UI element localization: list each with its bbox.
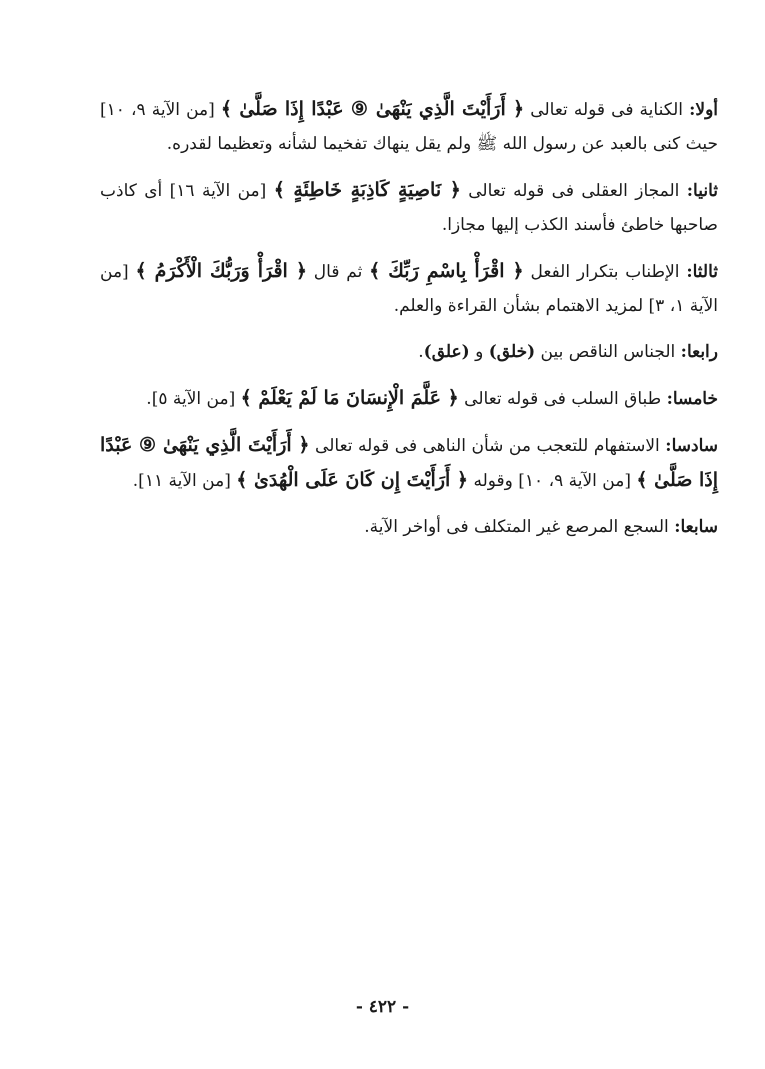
paragraph-label: أولا: [689, 100, 718, 120]
quran-verse: ﴿ أَرَأَيْتَ الَّذِي يَنْهَىٰ ⑨ عَبْدًا إِذَا صَلَّىٰ ﴾ [220, 98, 525, 120]
paragraph-text: الكناية فى قوله تعالى [524, 100, 690, 120]
paragraph-text: و [469, 342, 489, 362]
page-body [100, 92, 718, 556]
word-khalaq: (خلق) [488, 342, 536, 362]
quran-verse: ﴿ أَرَأَيْتَ الَّذِي يَنْهَىٰ ⑨ عَبْدًا إِذَا صَلَّىٰ ﴾ [100, 434, 718, 491]
paragraph-sixth [100, 428, 718, 498]
quran-verse: ﴿ اقْرَأْ وَرَبُّكَ الْأَكْرَمُ ﴾ [135, 260, 307, 282]
paragraph-text: [من الآية ١٦] أى كاذب صاحبها خاطئ فأسند الكذب إليها مجازا. [100, 181, 718, 235]
paragraph-text: [من الآية ٩، ١٠] وقوله [468, 471, 637, 491]
paragraph-text: [من الآية ٥]. [146, 389, 241, 409]
paragraph-label: ثالثا: [686, 262, 718, 282]
paragraph-fifth [100, 381, 718, 416]
paragraph-text: . [418, 342, 424, 362]
paragraph-text: [من الآية ١، ٣] لمزيد الاهتمام بشأن القراءة والعلم. [100, 262, 718, 316]
paragraph-text: الجناس الناقص بين [535, 342, 681, 362]
paragraph-first [100, 92, 718, 161]
paragraph-second [100, 173, 718, 242]
paragraph-label: خامسا: [666, 389, 718, 409]
paragraph-text: السجع المرصع غير المتكلف فى أواخر الآية. [364, 517, 675, 537]
paragraph-text: طباق السلب فى قوله تعالى [458, 389, 667, 409]
quran-verse: ﴿ عَلَّمَ الْإِنسَانَ مَا لَمْ يَعْلَمْ ﴾ [240, 387, 459, 409]
paragraph-label: رابعا: [680, 342, 718, 362]
paragraph-seventh [100, 510, 718, 544]
quran-verse: ﴿ أَرَأَيْتَ إِن كَانَ عَلَى الْهُدَىٰ ﴾ [236, 469, 469, 491]
page-number: - ٤٢٢ - [355, 997, 410, 1017]
paragraph-label: سابعا: [674, 517, 718, 537]
quran-verse: ﴿ نَاصِيَةٍ كَاذِبَةٍ خَاطِئَةٍ ﴾ [273, 179, 461, 201]
quran-verse: ﴿ اقْرَأْ بِاسْمِ رَبِّكَ ﴾ [369, 260, 524, 282]
paragraph-text: [من الآية ٩، ١٠] حيث كنى بالعبد عن رسول الله ﷺ ولم يقل ينهاك تفخيما لشأنه وتعظيما لقدره. [100, 100, 718, 154]
paragraph-text: المجاز العقلى فى قوله تعالى [460, 181, 687, 201]
paragraph-fourth [100, 335, 718, 369]
paragraph-third [100, 254, 718, 323]
word-alaq: (علق) [423, 342, 470, 362]
paragraph-label: ثانيا: [686, 181, 718, 201]
paragraph-text: الإطناب بتكرار الفعل [523, 262, 687, 282]
paragraph-text: ثم قال [307, 262, 370, 282]
paragraph-text: [من الآية ١١]. [132, 471, 237, 491]
paragraph-text: الاستفهام للتعجب من شأن الناهى فى قوله تعالى [309, 436, 666, 456]
paragraph-label: سادسا: [665, 436, 718, 456]
